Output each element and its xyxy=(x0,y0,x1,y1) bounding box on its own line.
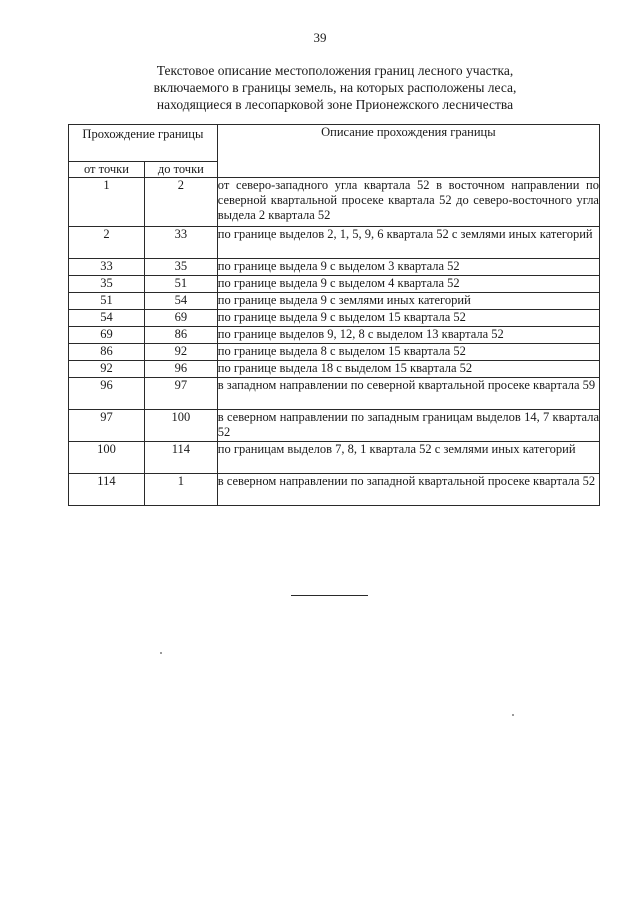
cell-from-point: 69 xyxy=(69,327,145,344)
cell-to-point: 1 xyxy=(144,474,217,506)
cell-description: по границе выдела 18 с выделом 15 квартала 52 xyxy=(217,361,599,378)
table-row xyxy=(69,361,600,378)
table-row xyxy=(69,327,600,344)
cell-to-point: 35 xyxy=(144,259,217,276)
cell-from-point: 54 xyxy=(69,310,145,327)
header-from-point: от точки xyxy=(69,162,145,178)
table-row xyxy=(69,259,600,276)
cell-from-point: 97 xyxy=(69,410,145,442)
table-row xyxy=(69,410,600,442)
table-row xyxy=(69,293,600,310)
table-row xyxy=(69,474,600,506)
cell-from-point: 1 xyxy=(69,178,145,227)
cell-from-point: 2 xyxy=(69,227,145,259)
cell-to-point: 114 xyxy=(144,442,217,474)
cell-to-point: 54 xyxy=(144,293,217,310)
table-row xyxy=(69,378,600,410)
cell-from-point: 92 xyxy=(69,361,145,378)
cell-description: по границе выделов 2, 1, 5, 9, 6 квартала 52 с землями иных категорий xyxy=(217,227,599,259)
cell-to-point: 51 xyxy=(144,276,217,293)
title-line-2: включаемого в границы земель, на которых расположены леса, xyxy=(153,80,517,95)
header-boundary-description: Описание прохождения границы xyxy=(217,125,599,178)
cell-to-point: 97 xyxy=(144,378,217,410)
scan-speck xyxy=(512,714,514,716)
table-row xyxy=(69,227,600,259)
closing-separator-line xyxy=(291,595,368,596)
cell-description: по границам выделов 7, 8, 1 квартала 52 с землями иных категорий xyxy=(217,442,599,474)
document-title xyxy=(70,62,600,113)
cell-from-point: 33 xyxy=(69,259,145,276)
table-row xyxy=(69,178,600,227)
title-line-3: находящиеся в лесопарковой зоне Прионежского лесничества xyxy=(156,97,514,112)
cell-to-point: 69 xyxy=(144,310,217,327)
table-row xyxy=(69,442,600,474)
cell-to-point: 2 xyxy=(144,178,217,227)
table-row xyxy=(69,310,600,327)
cell-from-point: 86 xyxy=(69,344,145,361)
cell-to-point: 92 xyxy=(144,344,217,361)
cell-description: по границе выделов 9, 12, 8 с выделом 13 квартала 52 xyxy=(217,327,599,344)
cell-description: по границе выдела 9 с выделом 3 квартала 52 xyxy=(217,259,599,276)
table-row xyxy=(69,276,600,293)
header-boundary-passage: Прохождение границы xyxy=(69,125,218,162)
cell-to-point: 33 xyxy=(144,227,217,259)
cell-description: в северном направлении по западной квартальной просеке квартала 52 xyxy=(217,474,599,506)
title-line-1: Текстовое описание местоположения границ лесного участка, xyxy=(156,63,514,78)
cell-description: в северном направлении по западным границам выделов 14, 7 квартала 52 xyxy=(217,410,599,442)
cell-from-point: 100 xyxy=(69,442,145,474)
cell-from-point: 114 xyxy=(69,474,145,506)
scan-speck xyxy=(160,652,162,654)
cell-from-point: 35 xyxy=(69,276,145,293)
cell-to-point: 100 xyxy=(144,410,217,442)
cell-description: по границе выдела 8 с выделом 15 квартала 52 xyxy=(217,344,599,361)
table-row xyxy=(69,344,600,361)
header-to-point: до точки xyxy=(144,162,217,178)
page-number: 39 xyxy=(313,30,327,45)
cell-description: по границе выдела 9 с выделом 15 квартала 52 xyxy=(217,310,599,327)
cell-from-point: 51 xyxy=(69,293,145,310)
cell-description: по границе выдела 9 с выделом 4 квартала 52 xyxy=(217,276,599,293)
boundary-table xyxy=(68,124,600,506)
cell-to-point: 86 xyxy=(144,327,217,344)
cell-description: от северо-западного угла квартала 52 в восточном направлении по северной квартальной просеке квартала 52 до северо-восточного угла выдела 2 квартала 52 xyxy=(217,178,599,227)
cell-description: в западном направлении по северной квартальной просеке квартала 59 xyxy=(217,378,599,410)
cell-description: по границе выдела 9 с землями иных категорий xyxy=(217,293,599,310)
cell-from-point: 96 xyxy=(69,378,145,410)
cell-to-point: 96 xyxy=(144,361,217,378)
